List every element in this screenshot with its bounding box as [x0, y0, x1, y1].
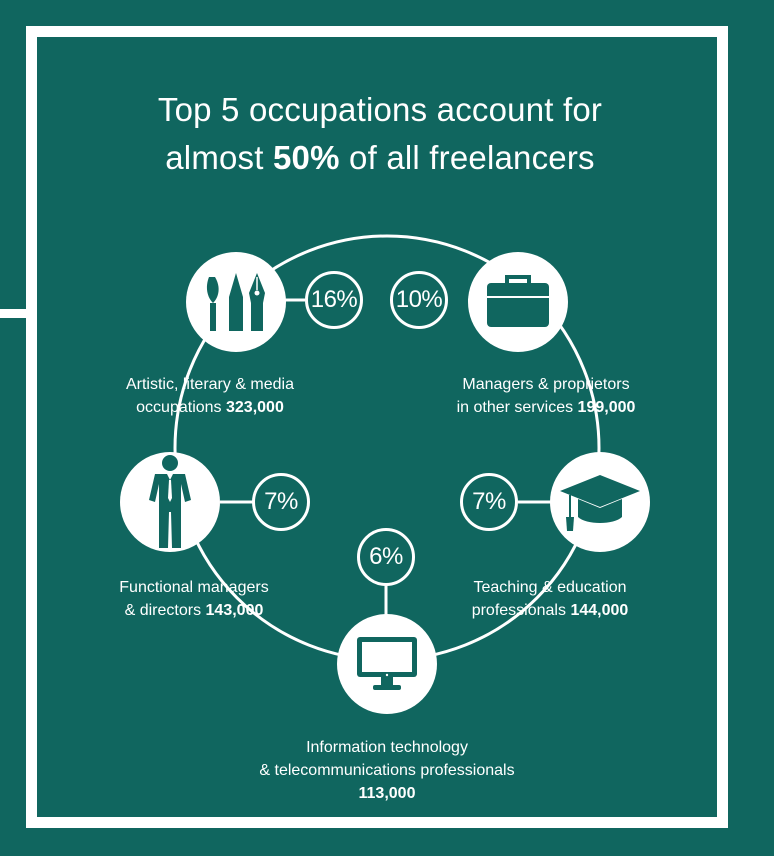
- artistic-percent: 16%: [305, 271, 363, 329]
- businessman-icon: [145, 454, 195, 550]
- pens-brush-icon: [201, 267, 271, 337]
- title-highlight: 50%: [273, 139, 340, 176]
- functional-percent: 7%: [252, 473, 310, 531]
- managers-count: 199,000: [577, 399, 636, 416]
- graduation-cap-icon: [558, 469, 642, 535]
- managers-label-line2: in other services: [456, 399, 574, 416]
- teaching-label: [440, 576, 660, 622]
- functional-managers-node: [120, 452, 220, 552]
- title-line-1: Top 5 occupations account for: [157, 91, 603, 128]
- artistic-count: 323,000: [226, 399, 284, 416]
- it-label: [200, 736, 574, 805]
- title-line-2-suffix: of all freelancers: [339, 139, 595, 176]
- computer-monitor-icon: [355, 635, 419, 693]
- functional-label-line1: Functional managers: [119, 579, 269, 596]
- artistic-label-line1: Artistic, literary & media: [125, 376, 295, 393]
- teaching-label-line1: Teaching & education: [473, 579, 627, 596]
- teaching-percent: 7%: [460, 473, 518, 531]
- artistic-label-line2: occupations: [136, 399, 222, 416]
- managers-proprietors-node: [468, 252, 568, 352]
- managers-label: [416, 373, 676, 419]
- teaching-label-line2: professionals: [471, 602, 566, 619]
- functional-label: [96, 576, 292, 622]
- teaching-count: 144,000: [570, 602, 629, 619]
- functional-label-line2: & directors: [124, 602, 202, 619]
- artistic-occupations-node: [186, 252, 286, 352]
- it-count: 113,000: [358, 785, 416, 802]
- it-telecom-node: [337, 614, 437, 714]
- managers-percent: 10%: [390, 271, 448, 329]
- managers-label-line1: Managers & proprietors: [462, 376, 630, 393]
- title-line-2-prefix: almost: [165, 139, 273, 176]
- briefcase-icon: [485, 273, 551, 331]
- it-percent: 6%: [357, 528, 415, 586]
- artistic-label: [90, 373, 330, 419]
- teaching-education-node: [550, 452, 650, 552]
- functional-count: 143,000: [205, 602, 264, 619]
- it-label-line1: Information technology: [306, 739, 468, 756]
- it-label-line2: & telecommunications professionals: [259, 762, 515, 779]
